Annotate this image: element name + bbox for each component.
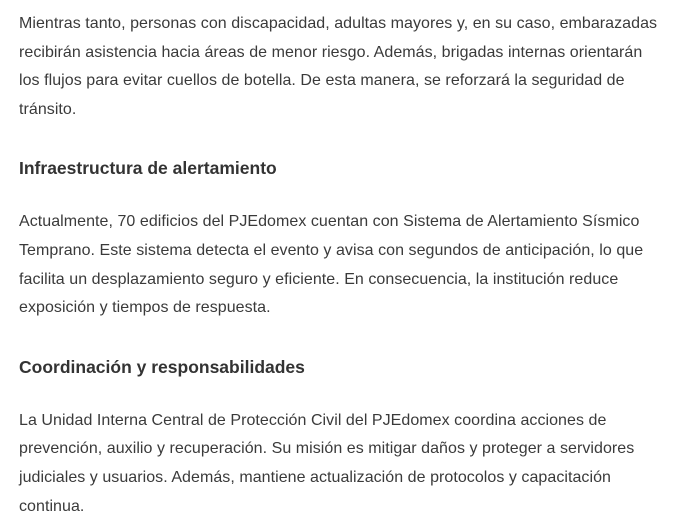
- spacer: [19, 379, 662, 407]
- paragraph-alert-system: Actualmente, 70 edificios del PJEdomex cuentan con Sistema de Alertamiento Sísmico Temprano. Este sistema detecta el evento y avisa con segundos de anticipación, lo que facilita un desplazamiento seguro y eficiente. En consecuencia, la institución reduce exposición y tiempos de respuesta.: [19, 213, 644, 317]
- spacer: [19, 180, 662, 208]
- spacer: [19, 323, 662, 355]
- paragraph-evacuation-assistance: Mientras tanto, personas con discapacidad, adultas mayores y, en su caso, embarazadas recibirán asistencia hacia áreas de menor riesgo. Además, brigadas internas orientarán los flujos para evitar cuellos de botella. De esta manera, se reforzará la seguridad de tránsito.: [19, 15, 658, 118]
- spacer: [19, 124, 662, 156]
- paragraph-civil-protection-unit: La Unidad Interna Central de Protección Civil del PJEdomex coordina acciones de prevención, auxilio y recuperación. Su misión es mitigar daños y proteger a servidores judiciales y usuarios. Además, mantiene actualización de protocolos y capacitación continua.: [19, 411, 635, 515]
- section-heading-coordination: Coordinación y responsabilidades: [19, 356, 305, 377]
- section-heading-alert-infrastructure: Infraestructura de alertamiento: [19, 158, 277, 179]
